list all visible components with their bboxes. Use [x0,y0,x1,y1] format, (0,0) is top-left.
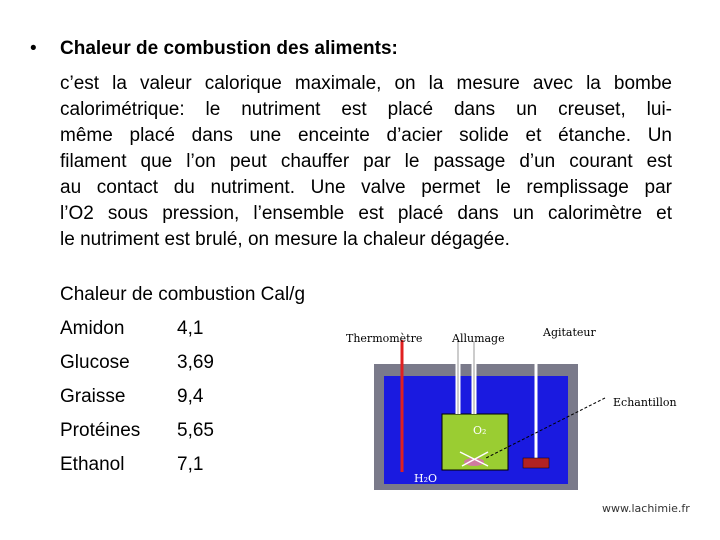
label-o2: O₂ [473,424,487,437]
label-water: H₂O [414,472,438,485]
label-thermometer: Thermomètre [346,332,423,345]
bomb-calorimeter-diagram [340,322,690,490]
row-name: Protéines [60,420,141,441]
paragraph-line: au contact du nutriment. Une valve permet le remplissage par [60,177,672,198]
row-value: 9,4 [177,386,204,407]
row-value: 5,65 [177,420,214,441]
paragraph-line: calorimétrique: le nutriment est placé dans un creuset, lui- [60,99,672,120]
label-ignition: Allumage [452,332,505,345]
row-name: Glucose [60,352,130,373]
paragraph-line: même placé dans une enceinte d’acier solide et étanche. Un [60,125,672,146]
stirrer-blade [523,458,549,468]
paragraph-line: l’O2 sous pression, l’ensemble est placé dans un calorimètre et [60,203,672,224]
slide-heading: Chaleur de combustion des aliments: [60,38,398,59]
paragraph-line: filament que l’on peut chauffer par le passage d’un courant est [60,151,672,172]
label-stirrer: Agitateur [543,326,596,339]
bullet-marker: • [30,38,37,59]
paragraph-line: c’est la valeur calorique maximale, on la mesure avec la bombe [60,73,672,94]
table-title: Chaleur de combustion Cal/g [60,284,306,305]
row-name: Ethanol [60,454,125,475]
row-value: 7,1 [177,454,204,475]
description-paragraph [60,71,672,253]
row-value: 4,1 [177,318,204,339]
row-name: Amidon [60,318,125,339]
label-sample: Echantillon [613,396,677,409]
credit-text: www.lachimie.fr [602,502,690,515]
row-name: Graisse [60,386,126,407]
row-value: 3,69 [177,352,214,373]
paragraph-line: le nutriment est brulé, on mesure la chaleur dégagée. [60,229,510,250]
